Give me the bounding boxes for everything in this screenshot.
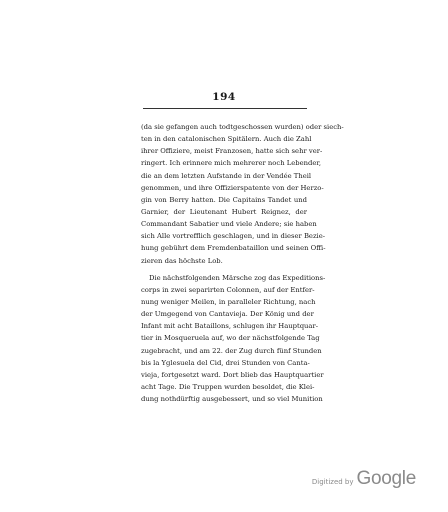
watermark-prefix: Digitized by [311, 478, 354, 486]
page-number: 194 [212, 91, 236, 103]
paragraph-2 [141, 272, 326, 406]
text-line: ten in den catalonischen Spitälern. Auch die Zahl [141, 135, 312, 144]
text-line: Garnier, der Lieutenant Hubert Reignez, der [141, 207, 307, 216]
text-line: die an dem letzten Aufstande in der Vendée Theil [141, 171, 312, 180]
text-line: tier in Mosqueruela auf, wo der nächstfolgende Tag [141, 334, 320, 343]
paragraph-1 [141, 121, 344, 267]
header-rule [143, 108, 307, 109]
text-line: hung gebührt dem Fremdenbataillon und seinen Offi- [141, 244, 326, 253]
google-logo: Google [356, 468, 416, 489]
digitized-watermark [312, 468, 416, 490]
text-line: gin von Berry hatten. Die Capitains Tandet und [141, 195, 307, 204]
body-text [141, 121, 344, 405]
text-line: acht Tage. Die Truppen wurden besoldet, die Klei- [141, 382, 315, 391]
text-line: sich Alle vortrefflich geschlagen, und in dieser Bezie- [141, 232, 326, 241]
text-line: Commandant Sabatier und viele Andere; sie haben [141, 220, 317, 229]
text-line: Infant mit acht Bataillons, schlugen ihr Hauptquar- [141, 322, 319, 331]
text-line: ringert. Ich erinnere mich mehrerer noch Lebender, [141, 159, 322, 168]
text-line: genommen, und ihre Offizierspatente von der Herzo- [141, 183, 324, 192]
text-line: (da sie gefangen auch todtgeschossen wurden) oder siech- [141, 123, 344, 131]
text-line: ihrer Offiziere, meist Franzosen, hatte sich sehr ver- [141, 147, 323, 156]
text-line: Die nächstfolgenden Märsche zog das Expeditions- [149, 273, 326, 282]
text-line: nung weniger Meilen, in paralleler Richtung, nach [141, 297, 316, 306]
text-line: vieja, fortgesetzt ward. Dort blieb das Hauptquartier [141, 370, 324, 379]
text-line: dung nothdürftig ausgebessert, und so viel Munition [141, 395, 323, 404]
text-line: bis la Yglesuela del Cid, drei Stunden von Canta- [141, 358, 310, 367]
text-line: corps in zwei separirten Colonnen, auf der Entfer- [141, 285, 315, 294]
text-line: zugebracht, und am 22. der Zug durch fünf Stunden [141, 346, 322, 355]
text-line: der Umgegend von Cantavieja. Der König und der [141, 310, 314, 319]
text-line: zieren das höchste Lob. [141, 256, 223, 265]
